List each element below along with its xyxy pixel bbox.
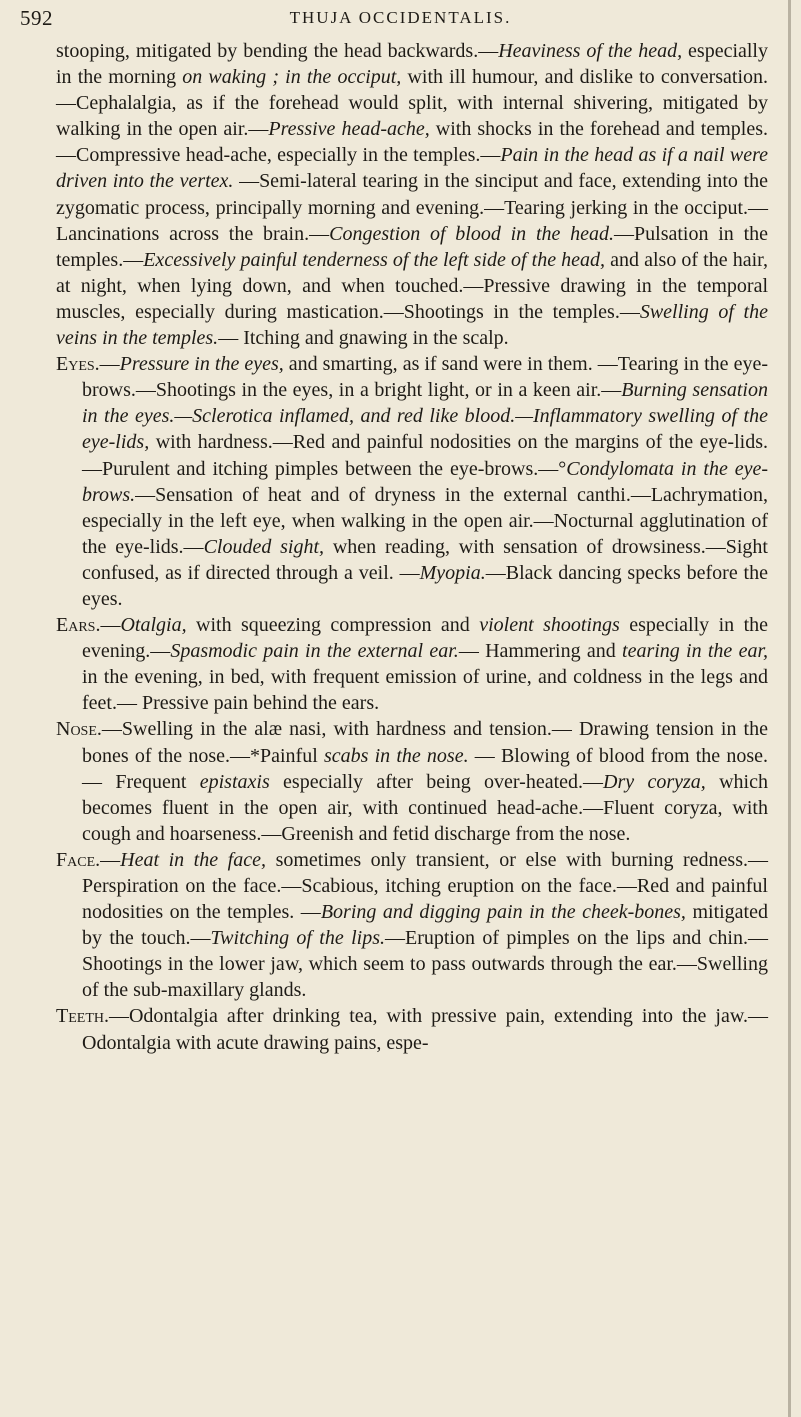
page-number: 592 (20, 6, 53, 30)
text-run: with ill humour, and dislike to conversation.—Cephalalgia, as if the forehead would split, with internal shivering, mitigated by walking in the open air.— (56, 66, 768, 141)
text-run: —Eruption of pimples on the lips and chin.—Shootings in the lower jaw, which seem to pass outwards through the ear.—Swelling of the sub-maxillary glands. (82, 927, 768, 1002)
text-run: — (99, 353, 120, 376)
text-run: —Black dancing specks before the eyes. (82, 561, 768, 610)
italic-run: Otalgia, (120, 614, 187, 637)
text-run: —Odontalgia after drinking tea, with pressive pain, extending into the jaw.—Odontalgia with acute drawing pains, espe- (82, 1005, 768, 1054)
section-face (56, 847, 768, 1004)
section-head-continued (56, 38, 768, 351)
section-heading: Teeth. (56, 1005, 109, 1028)
section-nose (56, 716, 768, 846)
italic-run: Excessively painful tenderness of the left side of the head, (143, 248, 606, 271)
text-run: — Itching and gnawing in the scalp. (218, 327, 509, 350)
italic-run: Pressive head-ache, (268, 118, 430, 141)
text-run: especially in the evening.— (82, 614, 769, 663)
italic-run: Pressure in the eyes, (119, 353, 284, 376)
italic-run: Heaviness of the head, (498, 40, 683, 62)
italic-run: epistaxis (199, 770, 270, 793)
page-body (56, 38, 768, 1056)
italic-run: Swelling of the veins in the temples. (56, 300, 768, 350)
text-run: especially after being over-heated.— (269, 770, 604, 793)
text-run: and also of the hair, at night, when lying down, and when touched.—Pressive drawing in the temporal muscles, especially during mastication.—Shootings in the temples.— (56, 248, 768, 323)
text-run: — Hammering and (458, 640, 623, 663)
section-heading: Eyes. (56, 353, 100, 376)
section-teeth (56, 1003, 768, 1055)
italic-run: scabs in the nose. (323, 744, 469, 767)
text-run: sometimes only transient, or else with burning redness.—Perspiration on the face.—Scabious, itching eruption on the face.—Red and painful nodosities on the temples. — (82, 848, 768, 924)
italic-run: Congestion of blood in the head. (329, 222, 615, 245)
text-run: —Sensation of heat and of dryness in the external canthi.—Lachrymation, especially in the left eye, when walking in the open air.—Nocturnal agglutination of the eye-lids.— (82, 483, 768, 558)
italic-run: Clouded sight, (203, 535, 325, 558)
italic-run: Twitching of the lips. (210, 927, 385, 950)
text-run: with shocks in the forehead and temples.—Compressive head-ache, especially in the temples.— (56, 118, 769, 167)
italic-run: tearing in the ear, (622, 640, 769, 663)
italic-run: Dry coryza, (603, 770, 706, 793)
text-run: with squeezing compression and (186, 614, 480, 637)
section-heading: Ears. (56, 614, 101, 637)
italic-run: Burning sensation in the eyes.—Sclerotica inflamed, and red like blood.—Inflammatory swelling of the eye-lids, (82, 379, 768, 454)
running-head: THUJA OCCIDENTALIS. (289, 8, 512, 27)
text-run: —Semi-lateral tearing in the sinciput and face, extending into the zygomatic process, principally morning and evening.—Tearing jerking in the occiput.—Lancinations across the brain.— (56, 170, 768, 245)
section-heading: Face. (56, 848, 101, 871)
section-ears (56, 612, 768, 716)
text-run: with hardness.—Red and painful nodosities on the margins of the eye-lids.—Purulent and itching pimples between the eye-brows.—° (82, 431, 768, 480)
italic-run: Spasmodic pain in the external ear. (170, 640, 459, 663)
italic-run: violent shootings (479, 614, 620, 637)
text-run: mitigated by the touch.— (82, 901, 768, 950)
text-run: especially in the morning (56, 40, 768, 89)
italic-run: Boring and digging pain in the cheek-bones, (320, 901, 686, 924)
text-run: —Swelling in the alæ nasi, with hardness and tension.— Drawing tension in the bones of the nose.—*Painful (82, 718, 768, 767)
text-run: stooping, mitigated by bending the head backwards.— (56, 40, 499, 62)
text-run: —Pulsation in the temples.— (56, 222, 769, 271)
italic-run: Heat in the face, (120, 848, 266, 871)
text-run: and smarting, as if sand were in them. —Tearing in the eye-brows.—Shootings in the eyes, in a bright light, or in a keen air.— (82, 353, 768, 402)
italic-run: Myopia. (419, 561, 486, 584)
text-run: when reading, with sensation of drowsiness.—Sight confused, as if directed through a veil. — (82, 535, 768, 584)
text-run: — (100, 848, 121, 871)
section-heading: Nose. (56, 718, 102, 741)
text-run: which becomes fluent in the open air, with continued head-ache.—Fluent coryza, with cough and hoarseness.—Greenish and fetid discharge from the nose. (82, 770, 768, 845)
text-run: — (100, 614, 121, 637)
section-eyes (56, 351, 768, 612)
italic-run: Pain in the head as if a nail were driven into the vertex. (56, 144, 768, 193)
italic-run: on waking ; in the occiput, (182, 66, 402, 89)
text-run: in the evening, in bed, with frequent emission of urine, and coldness in the legs and feet.— Pressive pain behind the ears. (82, 666, 768, 715)
italic-run: Condylomata in the eye-brows. (82, 457, 769, 506)
page-edge-rule (788, 0, 791, 1417)
text-run: — Blowing of blood from the nose. — Frequent (82, 744, 768, 793)
